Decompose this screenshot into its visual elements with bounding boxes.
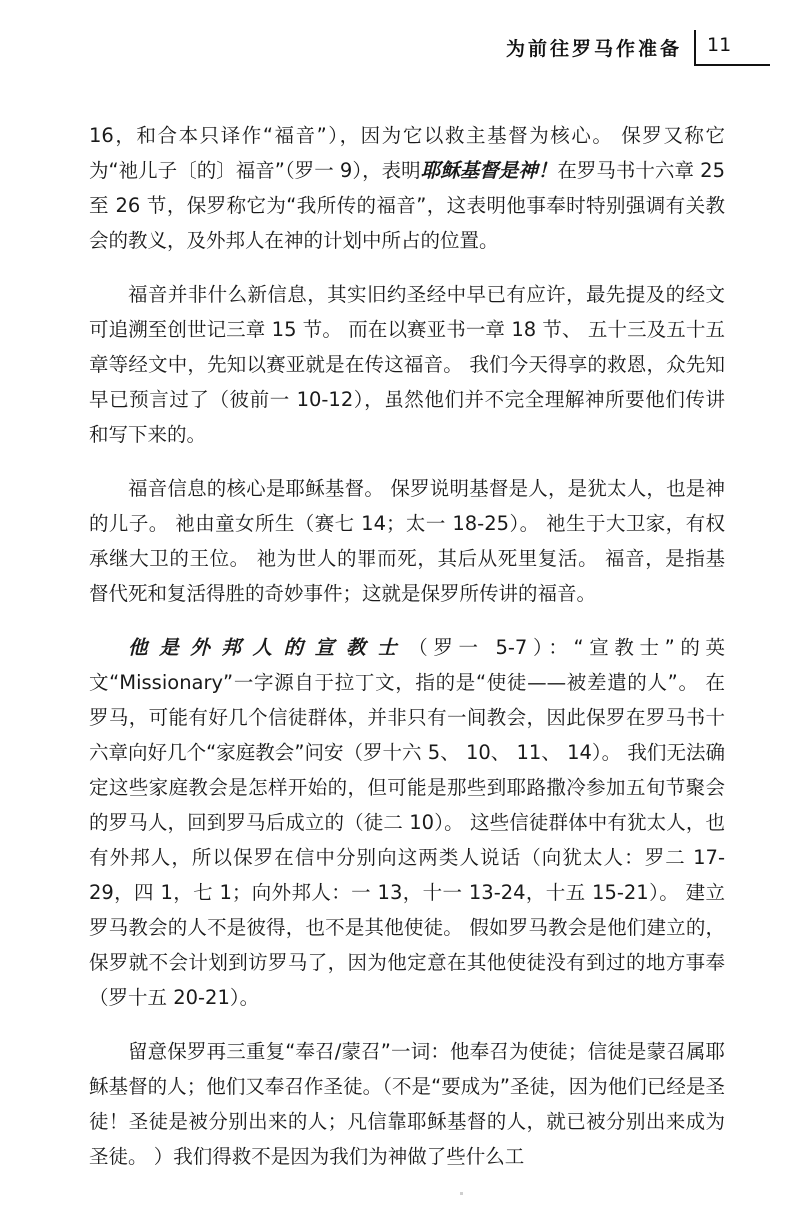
paragraph-1-part-3: 在罗马书十六章 25 至 26 节，保罗称它为“我所传的福音”，这表明他事奉时特别强调有关教会的教义，及外邦人在神的计划中所占的位置。 (89, 159, 725, 252)
header-divider (694, 30, 696, 66)
paragraph-3: 福音信息的核心是耶稣基督。 保罗说明基督是人，是犹太人，也是神的儿子。 祂由童女所生（赛七 14；太一 18-25）。 祂生于大卫家，有权承继大卫的王位。 祂为世人的罪而死，其后从死里复活。 福音，是指基督代死和复活得胜的奇妙事件；这就是保罗所传讲的福音。 (89, 477, 725, 605)
page-number: 11 (707, 34, 732, 56)
running-header-title: 为前往罗马作准备 (505, 38, 682, 60)
paragraph-5: 留意保罗再三重复“奉召/蒙召”一词：他奉召为使徒；信徒是蒙召属耶稣基督的人；他们又奉召作圣徒。（不是“要成为”圣徒，因为他们已经是圣徒！圣徒是被分别出来的人；凡信靠耶稣基督的人，就已被分别出来成为圣徒。 ）我们得救不是因为我们为神做了些什么工 (89, 1040, 725, 1168)
paragraph-1-part-1: 16，和合本只译作“福音”），因为它以救主基督为核心。 保罗又称它为“祂儿子〔的〕福音”（罗一 9），表明 (89, 124, 725, 182)
paragraph-4 (89, 630, 725, 1015)
running-header (0, 0, 792, 70)
emphasis-jesus-christ-is-god: 耶稣基督是神！ (420, 159, 558, 182)
paragraph-2: 福音并非什么新信息，其实旧约圣经中早已有应许，最先提及的经文可追溯至创世记三章 15 节。 而在以赛亚书一章 18 节、 五十三及五十五章等经文中，先知以赛亚就是在传这福音。 我们今天得享的救恩，众先知早已预言过了（彼前一 10-12），虽然他们并不完全理解神所要他们传讲和写下来的。 (89, 283, 725, 446)
scan-speck (460, 1192, 463, 1195)
paragraph-1 (89, 118, 725, 258)
body-text (89, 118, 725, 1193)
section-lead-heading: 他是外邦人的宣教士 (128, 636, 409, 659)
header-rule (694, 64, 770, 66)
paragraph-4-body: （罗一 5-7）：“宣教士”的英文“Missionary”一字源自于拉丁文，指的是“使徒——被差遣的人”。 在罗马，可能有好几个信徒群体，并非只有一间教会，因此保罗在罗马书十六章向好几个“家庭教会”问安（罗十六 5、 10、 11、 14）。 我们无法确定这些家庭教会是怎样开始的，但可能是那些到耶路撒冷参加五旬节聚会的罗马人，回到罗马后成立的（徒二 10）。 这些信徒群体中有犹太人，也有外邦人，所以保罗在信中分别向这两类人说话（向犹太人：罗二 17-29，四 1，七 1；向外邦人：一 13，十一 13-24，十五 15-21）。 建立罗马教会的人不是彼得，也不是其他使徒。 假如罗马教会是他们建立的，保罗就不会计划到访罗马了，因为他定意在其他使徒没有到过的地方事奉（罗十五 20-21）。 (89, 636, 725, 1009)
